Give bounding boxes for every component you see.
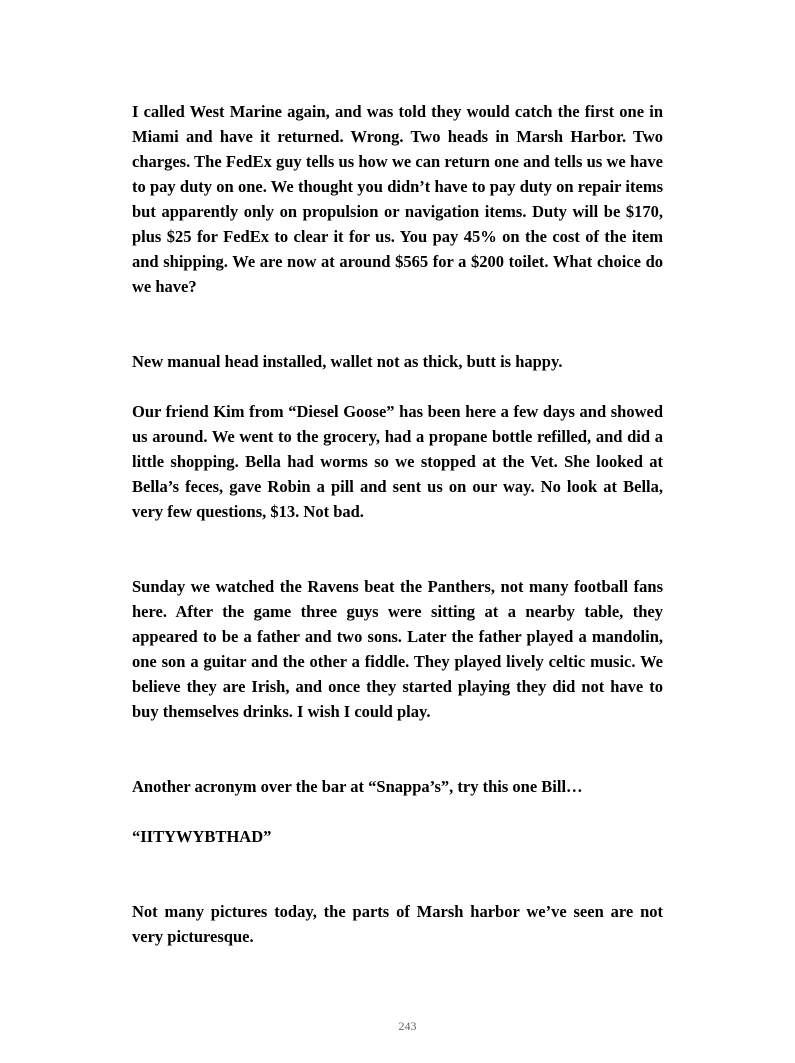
paragraph-pictures: Not many pictures today, the parts of Marsh harbor we’ve seen are not very picturesque. <box>132 902 663 946</box>
paragraph-west-marine: I called West Marine again, and was told they would catch the first one in Miami and have it returned. Wrong. Two heads in Marsh Harbor. Two charges. The FedEx guy tells us how we can return one and tells us we have to pay duty on one. We thought you didn’t have to pay duty on repair items but apparently only on propulsion or navigation items. Duty will be $170, plus $25 for FedEx to clear it for us. You pay 45% on the cost of the item and shipping. We are now at around $565 for a $200 toilet. What choice do we have? <box>132 102 663 296</box>
paragraph-acronym-intro: Another acronym over the bar at “Snappa’s”, try this one Bill… <box>132 777 583 796</box>
paragraph-ravens-game: Sunday we watched the Ravens beat the Panthers, not many football fans here. After the game three guys were sitting at a nearby table, they appeared to be a father and two sons. Later the father played a mandolin, one son a guitar and the other a fiddle. They played lively celtic music. We believe they are Irish, and once they started playing they did not have to buy themselves drinks. I wish I could play. <box>132 577 663 721</box>
paragraph-acronym: “IITYWYBTHAD” <box>132 827 272 846</box>
paragraph-manual-head: New manual head installed, wallet not as thick, butt is happy. <box>132 352 563 371</box>
paragraph-diesel-goose: Our friend Kim from “Diesel Goose” has been here a few days and showed us around. We went to the grocery, had a propane bottle refilled, and did a little shopping. Bella had worms so we stopped at the Vet. She looked at Bella’s feces, gave Robin a pill and sent us on our way. No look at Bella, very few questions, $13. Not bad. <box>132 402 663 521</box>
page-number: 243 <box>398 1019 417 1033</box>
